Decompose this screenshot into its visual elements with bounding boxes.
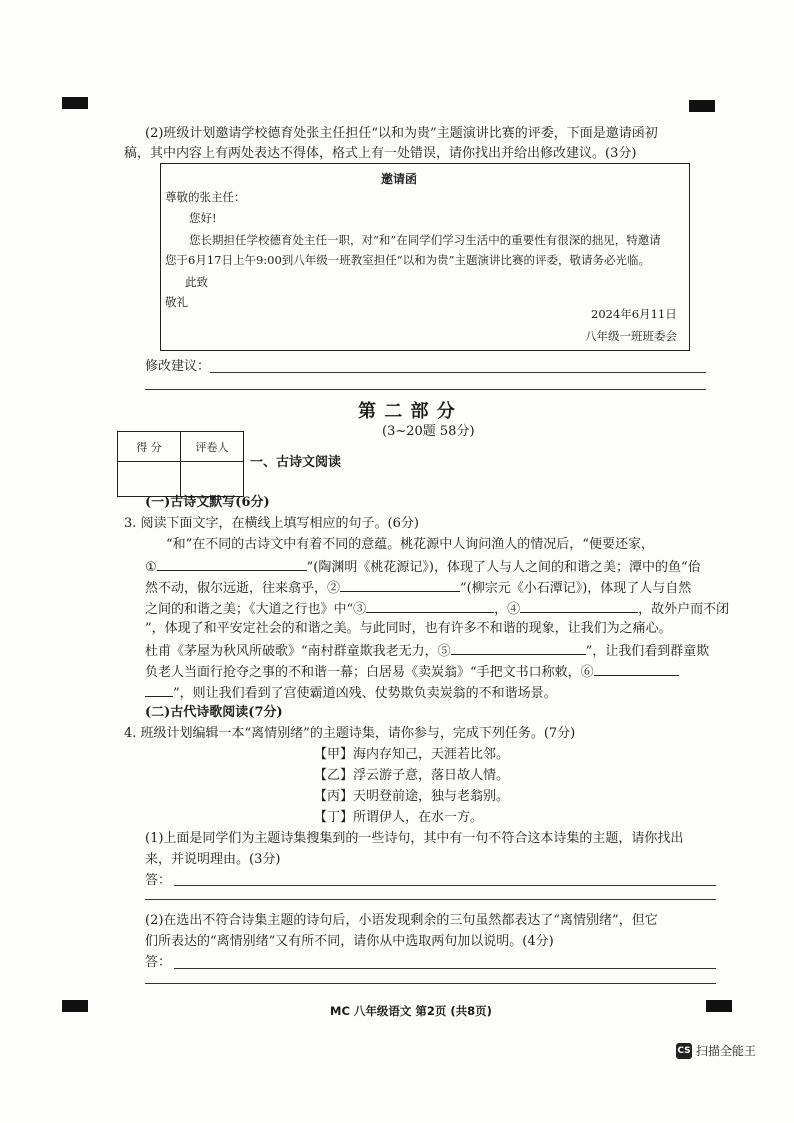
q4-intro: 4. 班级计划编辑一本“离情别绪”的主题诗集，请你参与，完成下列任务。(7分) [124,726,576,741]
poem-yi: 【乙】浮云游子意，落日故人情。 [314,768,510,783]
q3-line-1: “和”在不同的古诗文中有着不同的意蕴。桃花源中人询问渔人的情况后，“便要还家， [166,537,654,552]
q3-line-7-text: 负老人当面行抢夺之事的不和谐一幕；白居易《卖炭翁》“手把文书口称敕，⑥ [145,665,594,680]
q3-line-7 [145,661,679,682]
letter-title: 邀请函 [381,172,418,186]
q3-line-4-tail: ，故外户而不闭 [638,602,730,617]
poem-ding: 【丁】所谓伊人，在水一方。 [314,810,484,825]
q4-part1-line-1: (1)上面是同学们为主题诗集搜集到的一些诗句，其中有一句不符合这本诗集的主题，请你找出 [145,831,684,846]
blank-4[interactable] [520,598,638,613]
answer-1-line-1[interactable] [174,885,716,886]
camscanner-logo-icon: CS [676,1043,692,1059]
sub2-title: (二)古代诗歌阅读(7分) [145,705,283,720]
q3-line-3-text: 然不动，俶尔远逝，往来翕乎，② [145,581,341,596]
answer-label-1: 答： [145,873,172,888]
q2-prompt-line-2: 稿，其中内容上有两处表达不得体，格式上有一处错误，请你找出并给出修改建议。(3分) [124,146,637,161]
blank-6-continued[interactable] [145,682,173,697]
blank-5[interactable] [451,640,586,655]
blank-1[interactable] [157,556,307,571]
page-footer: MC 八年级语文 第2页 (共8页) [330,1004,492,1018]
q3-line-8-text: ”，则让我们看到了宫使霸道凶残、仗势欺负卖炭翁的不和谐场景。 [173,686,557,701]
q3-line-4-mid: ，④ [494,602,521,617]
grader-cell[interactable] [181,462,244,497]
letter-body-line-1: 您长期担任学校德育处主任一职，对“和”在同学们学习生活中的重要性有很深的拙见，特邀请 [189,233,661,247]
q3-intro: 3. 阅读下面文字，在横线上填写相应的句子。(6分) [124,516,419,531]
letter-signature: 八年级一班班委会 [585,329,677,343]
letter-date: 2024年6月11日 [591,307,677,321]
letter-closing-2: 敬礼 [165,295,188,309]
q3-line-5: ”，体现了和平安定社会的和谐之美。与此同时，也有许多不和谐的现象，让我们为之痛心。 [145,621,672,636]
q3-line-2-text: ”(陶渊明《桃花源记》)，体现了人与人之间的和谐之美；潭中的鱼“佁 [306,560,701,575]
letter-greeting: 您好! [189,211,217,225]
letter-body-line-2: 您于6月17日上午9:00到八年级一班教室担任“以和为贵”主题演讲比赛的评委，敬请务必光临。 [165,253,651,267]
q3-line-4 [145,598,729,619]
sub1-title: (一)古诗文默写(6分) [145,495,270,510]
q3-line-6-text: 杜甫《茅屋为秋风所破歌》“南村群童欺我老无力，⑤ [145,644,451,659]
answer-label-2: 答： [145,955,172,970]
q3-line-8 [145,682,557,703]
blank-3[interactable] [366,598,494,613]
scanner-watermark [676,1042,756,1059]
blank-1-label: ① [145,560,157,575]
letter-closing-1: 此致 [185,275,208,289]
suggestion-answer-line-1[interactable] [210,372,706,373]
answer-2-line-2[interactable] [145,983,716,984]
section-title: 第 二 部 分 [358,401,456,422]
score-header: 得 分 [118,432,181,462]
q3-line-4-text: 之间的和谐之美；《大道之行也》中“③ [145,602,367,617]
registration-mark-bottom-left [62,1000,88,1012]
poem-jia: 【甲】海内存知己，天涯若比邻。 [314,747,510,762]
section-subtitle: (3~20题 58分) [382,424,475,439]
q3-line-6-tail: ”，让我们看到群童欺 [585,644,710,659]
suggestion-answer-line-2[interactable] [145,389,706,390]
poem-bing: 【丙】天明登前途，独与老翁别。 [314,789,510,804]
blank-6[interactable] [594,661,679,676]
letter-salutation: 尊敬的张主任： [165,190,246,204]
registration-mark-bottom-right [706,1000,732,1012]
blank-2[interactable] [340,577,460,592]
answer-1-line-2[interactable] [145,899,716,900]
q2-prompt-line-1: (2)班级计划邀请学校德育处张主任担任“以和为贵”主题演讲比赛的评委，下面是邀请函初 [145,126,658,141]
part1-title: 一、古诗文阅读 [250,455,342,470]
registration-mark-top-right [689,100,715,112]
q3-line-6 [145,640,709,661]
q4-part1-line-2: 来，并说明理由。(3分) [145,852,281,867]
answer-2-line-1[interactable] [174,968,716,969]
suggestion-label: 修改建议： [145,359,211,374]
registration-mark-top-left [62,97,88,109]
q4-part2-line-1: (2)在选出不符合诗集主题的诗句后，小语发现剩余的三句虽然都表达了“离情别绪”，但它 [145,913,658,928]
q3-line-3 [145,577,691,598]
grader-header: 评卷人 [181,432,244,462]
q3-line-2 [145,556,701,577]
score-table [117,431,244,497]
invitation-letter [160,163,690,351]
q3-line-3-tail: ”(柳宗元《小石潭记》)，体现了人与自然 [460,581,692,596]
q4-part2-line-2: 们所表达的“离情别绪”又有所不同，请你从中选取两句加以说明。(4分) [145,934,554,949]
score-cell[interactable] [118,462,181,497]
scanner-label: 扫描全能王 [696,1044,757,1058]
